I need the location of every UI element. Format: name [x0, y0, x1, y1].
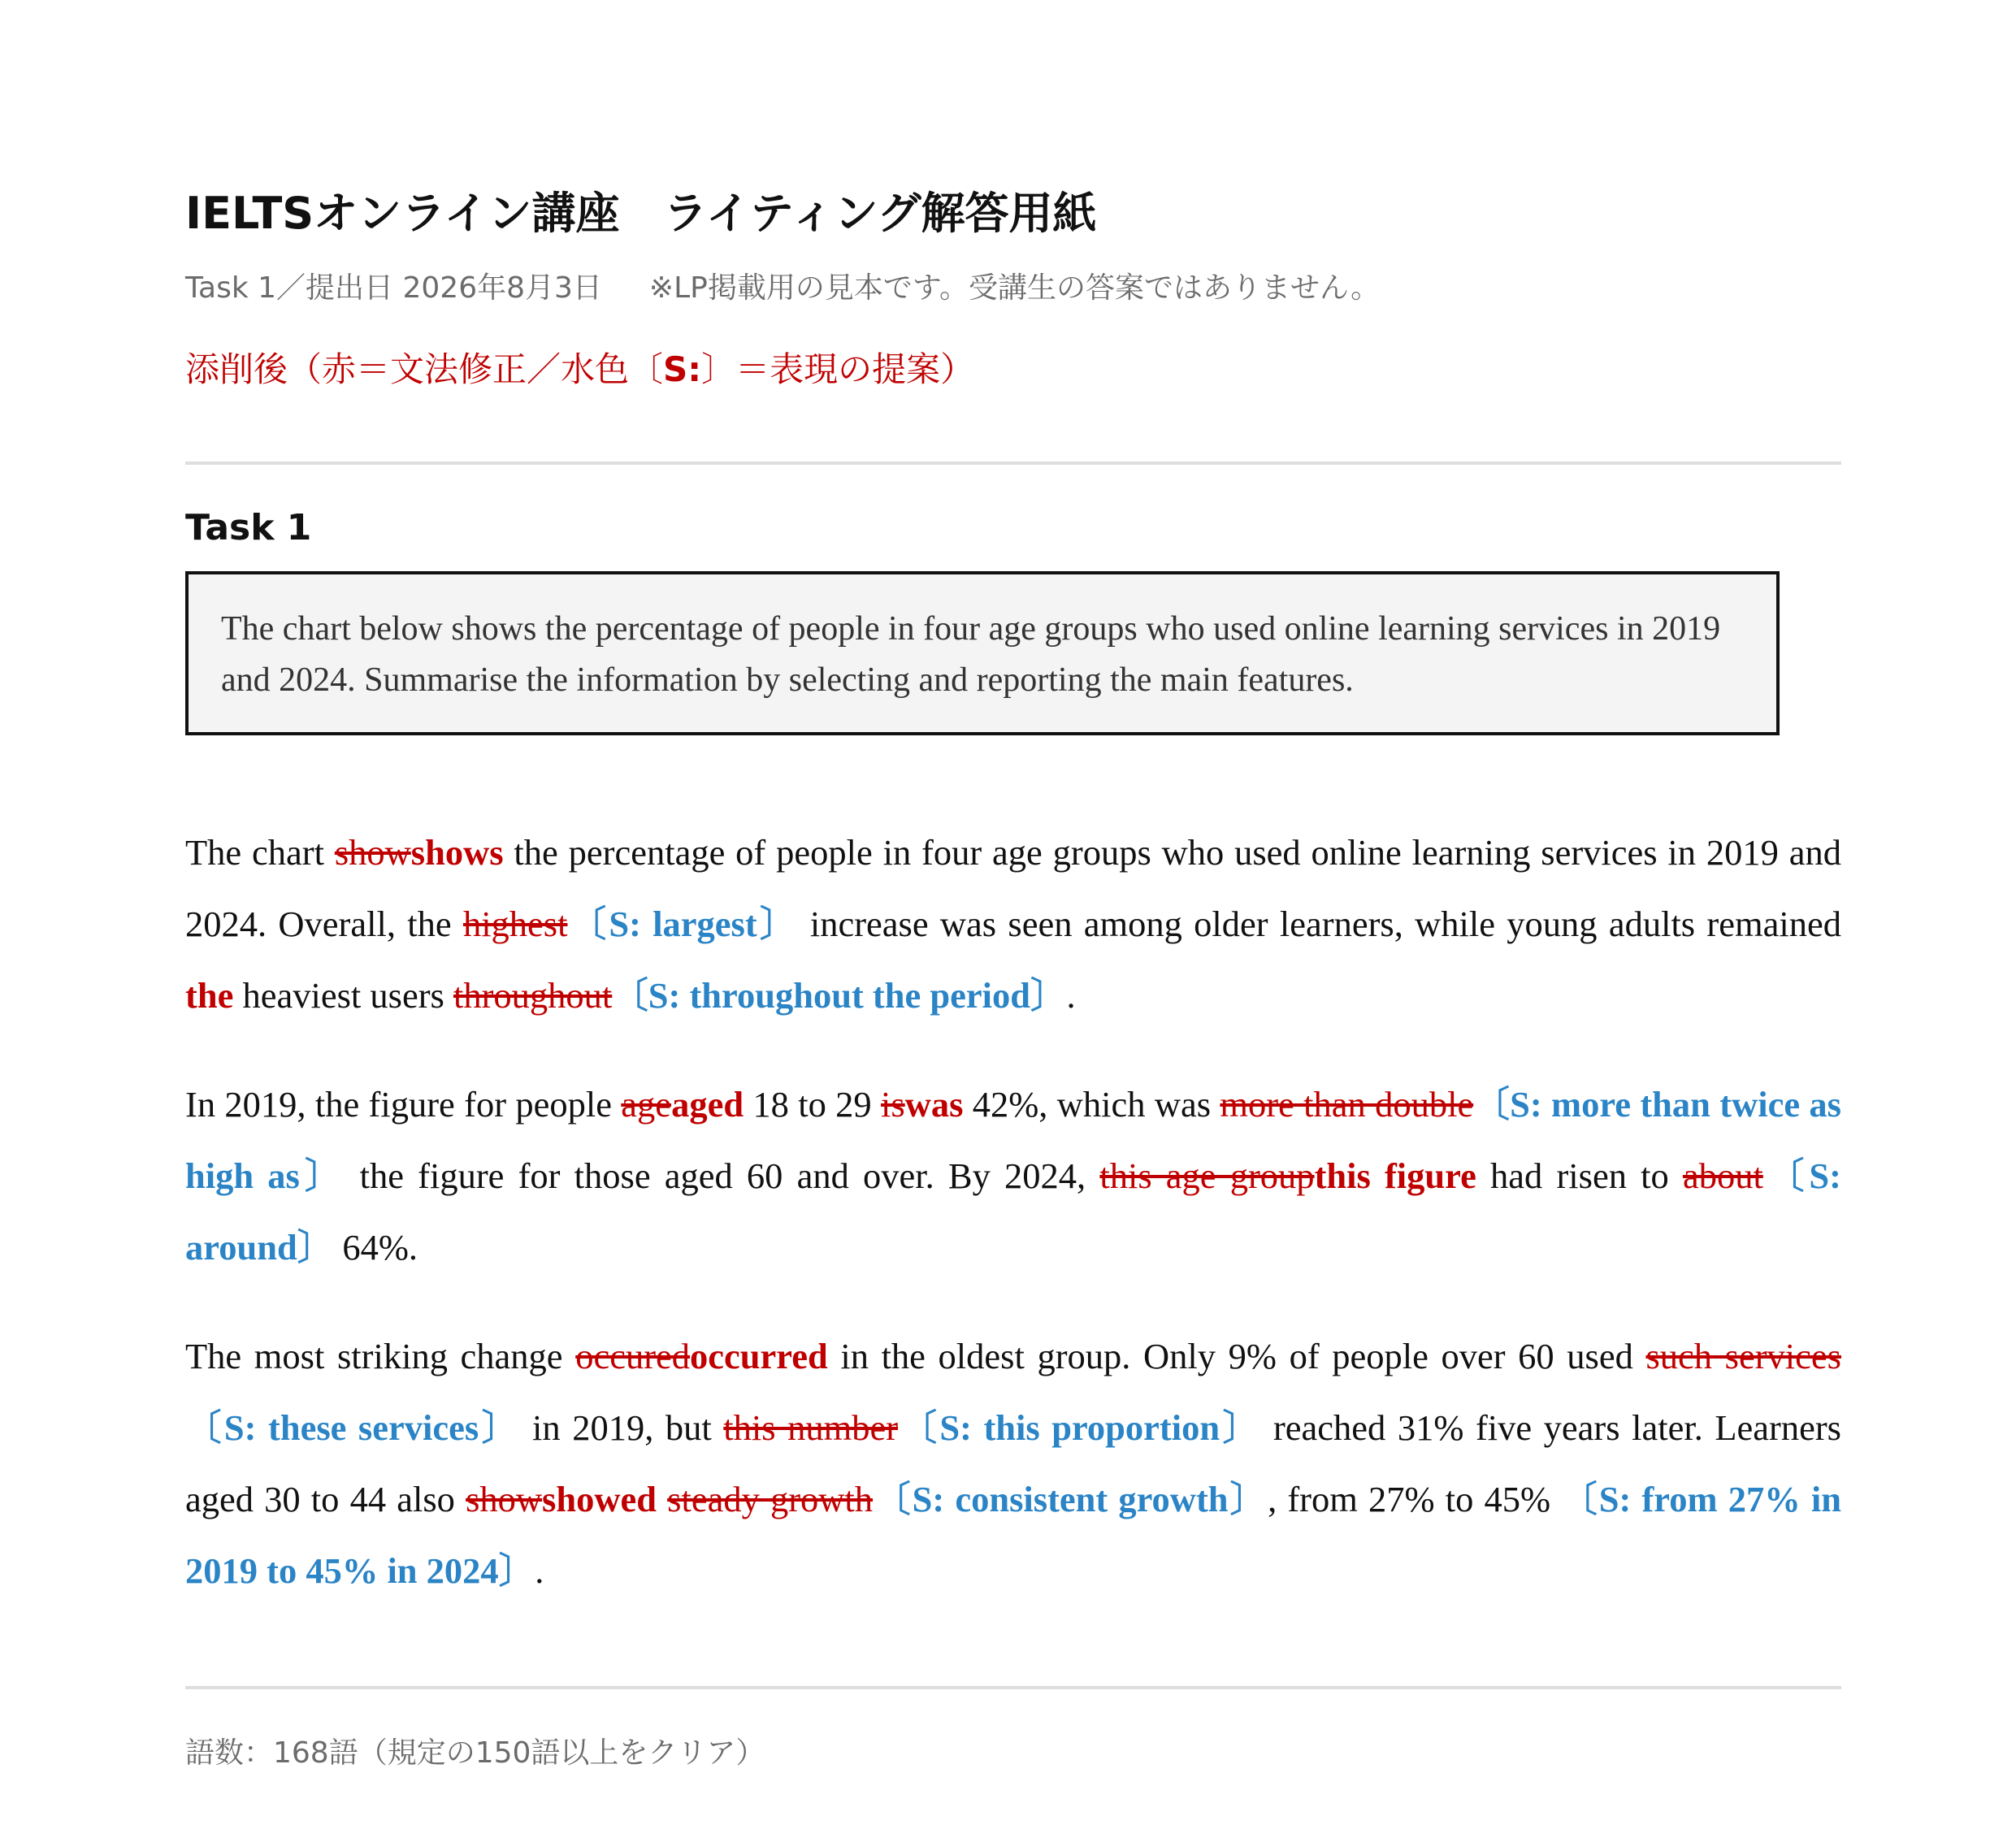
grammar-insertion: aged [671, 1084, 744, 1125]
submission-info [185, 268, 1380, 309]
corrected-essay [185, 817, 1841, 1606]
header-divider [185, 462, 1841, 465]
grammar-deletion: occured [575, 1336, 691, 1376]
essay-text: the figure for those aged 60 and over. By 2024, [345, 1155, 1100, 1196]
expression-suggestion: 〔S: from 27% in 2019 to 45% in 2024〕 [185, 1479, 1841, 1591]
essay-paragraph-2 [185, 1068, 1841, 1283]
grammar-insertion: occurred [690, 1336, 828, 1376]
grammar-deletion: such services [1645, 1336, 1841, 1376]
grammar-deletion: show [466, 1479, 543, 1519]
grammar-deletion: this age group [1099, 1155, 1315, 1196]
essay-text [657, 1479, 667, 1519]
essay-text: In 2019, the figure for people [185, 1084, 622, 1125]
grammar-deletion: more than double [1220, 1084, 1474, 1125]
essay-text: . [1066, 975, 1076, 1016]
expression-suggestion: 〔S: more than twice as high as〕 [185, 1084, 1841, 1196]
grammar-deletion: highest [462, 904, 568, 944]
grammar-insertion: the [185, 975, 234, 1016]
expression-suggestion: 〔S: throughout the period〕 [612, 975, 1067, 1016]
grammar-insertion: this figure [1314, 1155, 1476, 1196]
essay-text: reached 31% five years later. Learners aged 30 to 44 also [185, 1407, 1841, 1519]
expression-suggestion: 〔S: these services〕 [185, 1407, 521, 1448]
task-prompt-box [185, 571, 1780, 735]
essay-text: The most striking change [185, 1336, 576, 1376]
word-count: 語数：168語（規定の150語以上をクリア） [185, 1736, 765, 1770]
task-prompt-text: The chart below shows the percentage of people in four age groups who used online learning services in 2019 and 2024. Summarise the information by selecting and reporting the main features. [221, 610, 1721, 699]
essay-text: in the oldest group. Only 9% of people over 60 used [827, 1336, 1646, 1376]
grammar-insertion: was [904, 1084, 964, 1125]
correction-legend [185, 345, 974, 394]
grammar-insertion: shows [410, 832, 504, 873]
essay-text: 18 to 29 [744, 1084, 881, 1125]
grammar-deletion: is [881, 1084, 905, 1125]
essay-text: increase was seen among older learners, while young adults remained [798, 904, 1841, 944]
essay-text: had risen to [1476, 1155, 1683, 1196]
expression-suggestion: 〔S: consistent growth〕 [873, 1479, 1268, 1519]
grammar-deletion: this number [723, 1407, 899, 1448]
essay-paragraph-1 [185, 817, 1841, 1031]
page-title: IELTSオンライン講座 ライティング解答用紙 [185, 188, 1097, 239]
grammar-deletion: show [334, 832, 411, 873]
legend-text-after: 〕＝表現の提案） [701, 349, 975, 389]
essay-text: in 2019, but [520, 1407, 724, 1448]
grammar-insertion: showed [542, 1479, 657, 1519]
grammar-deletion: about [1682, 1155, 1763, 1196]
essay-text: , from 27% to 45% [1268, 1479, 1562, 1519]
expression-suggestion: 〔S: largest〕 [567, 904, 799, 944]
expression-suggestion: 〔S: around〕 [185, 1155, 1841, 1268]
grammar-deletion: steady growth [667, 1479, 874, 1519]
submission-meta: Task 1／提出日 2026年8月3日 [185, 271, 602, 305]
essay-text: 64%. [333, 1227, 418, 1268]
essay-text: heaviest users [233, 975, 453, 1016]
essay-text: the percentage of people in four age groups who used online learning services in 2019 and 2024. Overall, the [185, 832, 1841, 944]
essay-text: The chart [185, 832, 335, 873]
legend-suggestion-marker: S: [663, 349, 702, 389]
expression-suggestion: 〔S: this proportion〕 [898, 1407, 1262, 1448]
legend-text-before: 添削後（赤＝文法修正／水色〔 [185, 349, 664, 389]
essay-text: 42%, which was [963, 1084, 1220, 1125]
task-heading: Task 1 [185, 507, 312, 548]
grammar-deletion: throughout [453, 975, 613, 1016]
sample-notice: ※LP掲載用の見本です。受講生の答案ではありません。 [648, 271, 1381, 305]
essay-paragraph-3 [185, 1320, 1841, 1606]
footer-divider [185, 1686, 1841, 1689]
essay-text: . [535, 1550, 544, 1591]
grammar-deletion: age [621, 1084, 672, 1125]
